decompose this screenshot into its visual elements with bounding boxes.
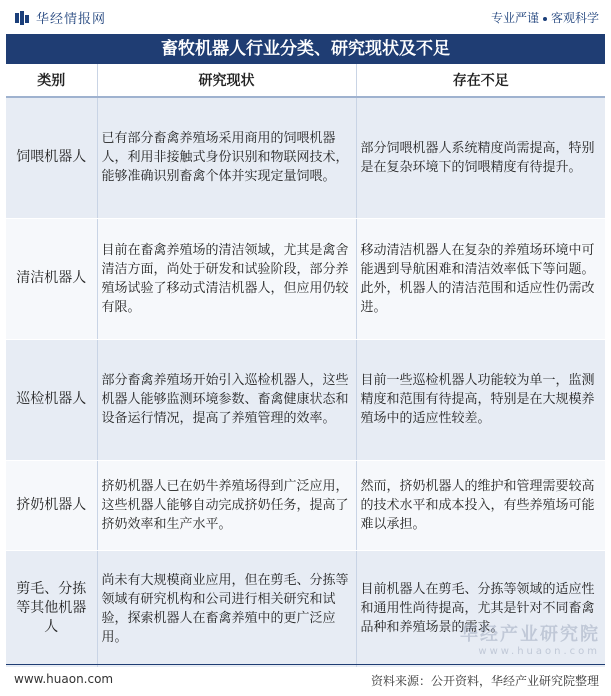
row-status: 尚未有大规模商业应用，但在剪毛、分拣等领域有研究机构和公司进行相关研究和试验，探索机器人在畜禽养殖中的更广泛应用。 [97,550,356,667]
tagline-left: 专业严谨 [490,11,539,25]
footer [0,664,611,696]
watermark-sub: www.huaon.com [478,646,600,657]
brand-logo-icon [14,10,30,26]
brand[interactable] [14,8,106,27]
tagline [491,9,599,26]
row-status: 部分畜禽养殖场开始引入巡检机器人，这些机器人能够监测环境参数、畜禽健康状态和设备运行情况，提高了养殖管理的效率。 [97,339,356,460]
table-header-row [6,64,605,97]
footer-site-link[interactable]: www.huaon.com [14,672,114,686]
row-shortcoming: 目前一些巡检机器人功能较为单一，监测精度和范围有待提高，特别是在大规模养殖场中的适应性较差。 [356,339,605,460]
table-row [6,218,605,339]
top-bar [0,0,611,34]
tagline-right: 客观科学 [550,11,599,25]
row-status: 已有部分畜禽养殖场采用商用的饲喂机器人，利用非接触式身份识别和物联网技术，能够准确识别畜禽个体并实现定量饲喂。 [97,97,356,218]
row-category: 清洁机器人 [6,218,97,339]
footer-divider [6,664,605,665]
row-status: 目前在畜禽养殖场的清洁领域，尤其是禽舍清洁方面，尚处于研发和试验阶段，部分养殖场试验了移动式清洁机器人，但应用仍较有限。 [97,218,356,339]
row-shortcoming: 移动清洁机器人在复杂的养殖场环境中可能遇到导航困难和清洁效率低下等问题。此外，机器人的清洁范围和适应性仍需改进。 [356,218,605,339]
watermark [420,620,600,657]
row-category: 剪毛、分拣等其他机器人 [6,550,97,667]
column-header-shortcoming: 存在不足 [356,64,605,97]
row-shortcoming: 目前机器人在剪毛、分拣等领域的适应性和通用性尚待提高，尤其是针对不同畜禽品种和养殖场景的需求。 [356,550,605,667]
row-shortcoming: 然而，挤奶机器人的维护和管理需要较高的技术水平和成本投入，有些养殖场可能难以承担。 [356,460,605,550]
column-header-status: 研究现状 [97,64,356,97]
row-shortcoming: 部分饲喂机器人系统精度尚需提高，特别是在复杂环境下的饲喂精度有待提升。 [356,97,605,218]
row-category: 挤奶机器人 [6,460,97,550]
brand-name: 华经情报网 [36,12,107,27]
row-category: 饲喂机器人 [6,97,97,218]
row-category: 巡检机器人 [6,339,97,460]
table-row [6,339,605,460]
table-row [6,460,605,550]
page-title: 畜牧机器人行业分类、研究现状及不足 [6,34,605,64]
watermark-main: 华经产业研究院 [460,624,600,645]
footer-source: 资料来源：公开资料，华经产业研究院整理 [370,674,599,688]
classification-table [6,64,605,668]
table-row [6,97,605,218]
column-header-category: 类别 [6,64,97,97]
separator-dot-icon [543,17,547,21]
row-status: 挤奶机器人已在奶牛养殖场得到广泛应用，这些机器人能够自动完成挤奶任务，提高了挤奶效率和生产水平。 [97,460,356,550]
